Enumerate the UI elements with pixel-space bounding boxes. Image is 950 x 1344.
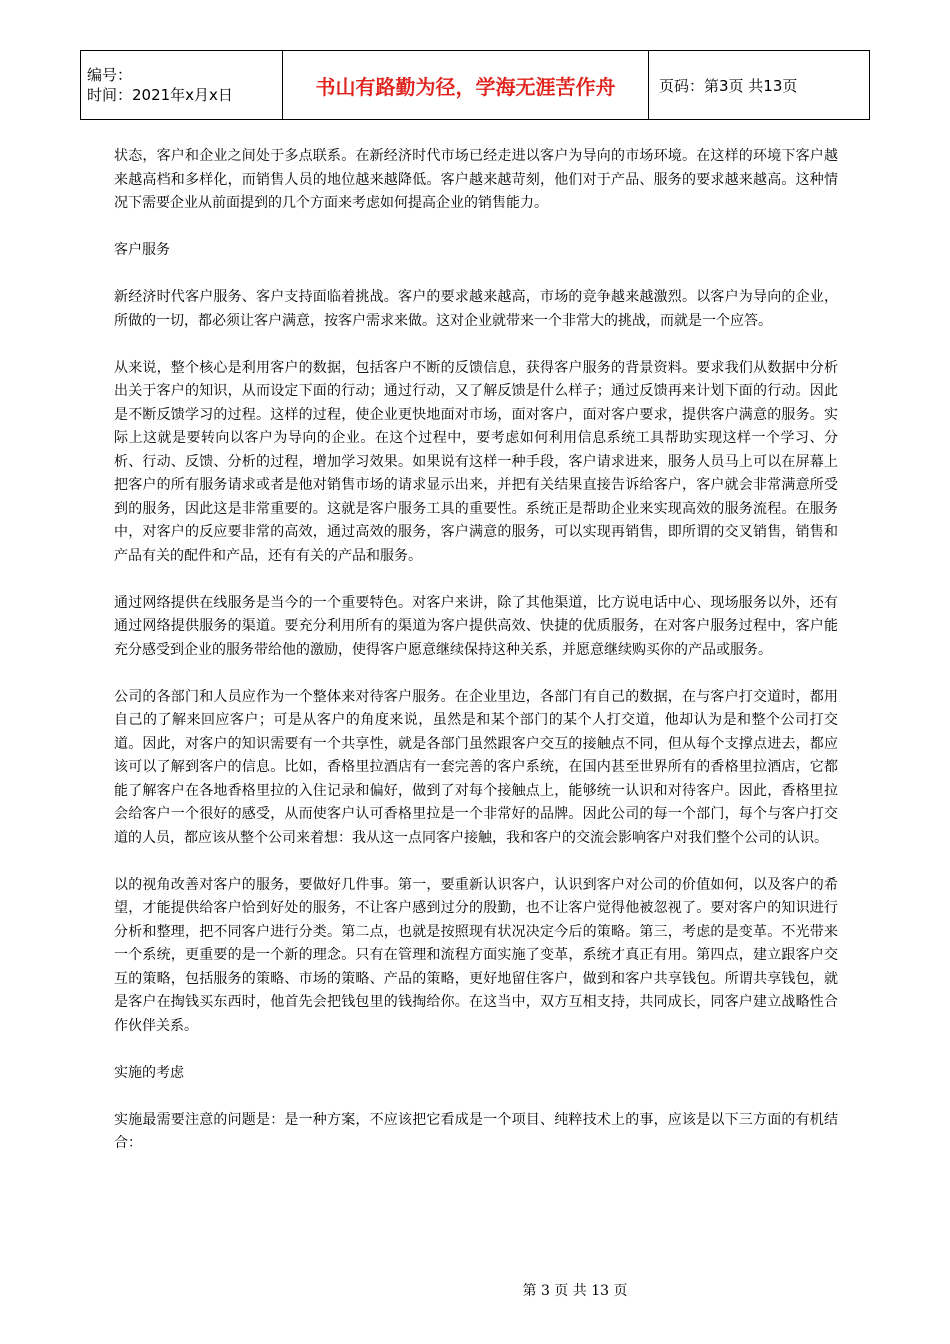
footer-page-number: 第 3 页 共 13 页 [522, 1283, 628, 1299]
page-footer [0, 1280, 950, 1300]
paragraph: 从来说，整个核心是利用客户的数据，包括客户不断的反馈信息，获得客户服务的背景资料。要求我们从数据中分析出关于客户的知识，从而设定下面的行动；通过行动，又了解反馈是什么样子；通过反馈再来计划下面的行动。因此是不断反馈学习的过程。这样的过程，使企业更快地面对市场，面对客户，面对客户要求，提供客户满意的服务。实际上这就是要转向以客户为导向的企业。在这个过程中，要考虑如何利用信息系统工具帮助实现这样一个学习、分析、行动、反馈、分析的过程，增加学习效果。如果说有这样一种手段，客户请求进来，服务人员马上可以在屏幕上把客户的所有服务请求或者是他对销售市场的请求显示出来，并把有关结果直接告诉给客户，客户就会非常满意所受到的服务，因此这是非常重要的。这就是客户服务工具的重要性。系统正是帮助企业来实现高效的服务流程。在服务中，对客户的反应要非常的高效，通过高效的服务，客户满意的服务，可以实现再销售，即所谓的交叉销售，销售和产品有关的配件和产品，还有有关的产品和服务。 [114, 359, 838, 564]
paragraph: 实施最需要注意的问题是：是一种方案，不应该把它看成是一个项目、纯粹技术上的事，应该是以下三方面的有机结合： [114, 1111, 838, 1151]
header-motto: 书山有路勤为径，学海无涯苦作舟 [283, 51, 649, 120]
paragraph: 公司的各部门和人员应作为一个整体来对待客户服务。在企业里边，各部门有自己的数据，在与客户打交道时，都用自己的了解来回应客户；可是从客户的角度来说，虽然是和某个部门的某个人打交道，他却认为是和整个公司打交道。因此，对客户的知识需要有一个共享性，就是各部门虽然跟客户交互的接触点不同，但从每个支撑点进去，都应该可以了解到客户的信息。比如，香格里拉酒店有一套完善的客户系统，在国内甚至世界所有的香格里拉酒店，它都能了解客户在各地香格里拉的入住记录和偏好，做到了对每个接触点上，能够统一认识和对待客户。因此，香格里拉会给客户一个很好的感受，从而使客户认可香格里拉是一个非常好的品牌。因此公司的每一个部门，每个与客户打交道的人员，都应该从整个公司来着想：我从这一点同客户接触，我和客户的交流会影响客户对我们整个公司的认识。 [114, 688, 838, 846]
serial-label: 编号： [87, 66, 133, 84]
section-heading-customer-service: 客户服务 [114, 242, 170, 258]
paragraph: 以的视角改善对客户的服务，要做好几件事。第一，要重新认识客户，认识到客户对公司的价值如何，以及客户的希望，才能提供给客户恰到好处的服务，不让客户感到过分的殷勤，也不让客户觉得他被忽视了。要对客户的知识进行分析和整理，把不同客户进行分类。第二点，也就是按照现有状况决定今后的策略。第三，考虑的是变革。不光带来一个系统，更重要的是一个新的理念。只有在管理和流程方面实施了变革，系统才真正有用。第四点，建立跟客户交互的策略，包括服务的策略、市场的策略、产品的策略，更好地留住客户，做到和客户共享钱包。所谓共享钱包，就是客户在掏钱买东西时，他首先会把钱包里的钱掏给你。在这当中，双方互相支持，共同成长，同客户建立战略性合作伙伴关系。 [114, 876, 838, 1034]
document-body [114, 145, 838, 1179]
section-heading-implementation: 实施的考虑 [114, 1064, 184, 1081]
header-page-label: 页码：第3页 共13页 [649, 51, 870, 120]
paragraph: 新经济时代客户服务、客户支持面临着挑战。客户的要求越来越高，市场的竞争越来越激烈。以客户为导向的企业，所做的一切，都必须让客户满意，按客户需求来做。这对企业就带来一个非常大的挑战，而就是一个应答。 [114, 289, 838, 329]
page-header [80, 50, 870, 120]
date-label: 时间：2021年x月x日 [87, 86, 233, 104]
paragraph: 通过网络提供在线服务是当今的一个重要特色。对客户来讲，除了其他渠道，比方说电话中心、现场服务以外，还有通过网络提供服务的渠道。要充分利用所有的渠道为客户提供高效、快捷的优质服务，在对客户服务过程中，客户能充分感受到企业的服务带给他的激励，使得客户愿意继续保持这种关系，并愿意继续购买你的产品或服务。 [114, 594, 838, 658]
paragraph-intro: 状态，客户和企业之间处于多点联系。在新经济时代市场已经走进以客户为导向的市场环境。在这样的环境下客户越来越高档和多样化，而销售人员的地位越来越降低。客户越来越苛刻，他们对于产品、服务的要求越来越高。这种情况下需要企业从前面提到的几个方面来考虑如何提高企业的销售能力。 [114, 148, 838, 211]
header-left-cell [81, 51, 283, 120]
